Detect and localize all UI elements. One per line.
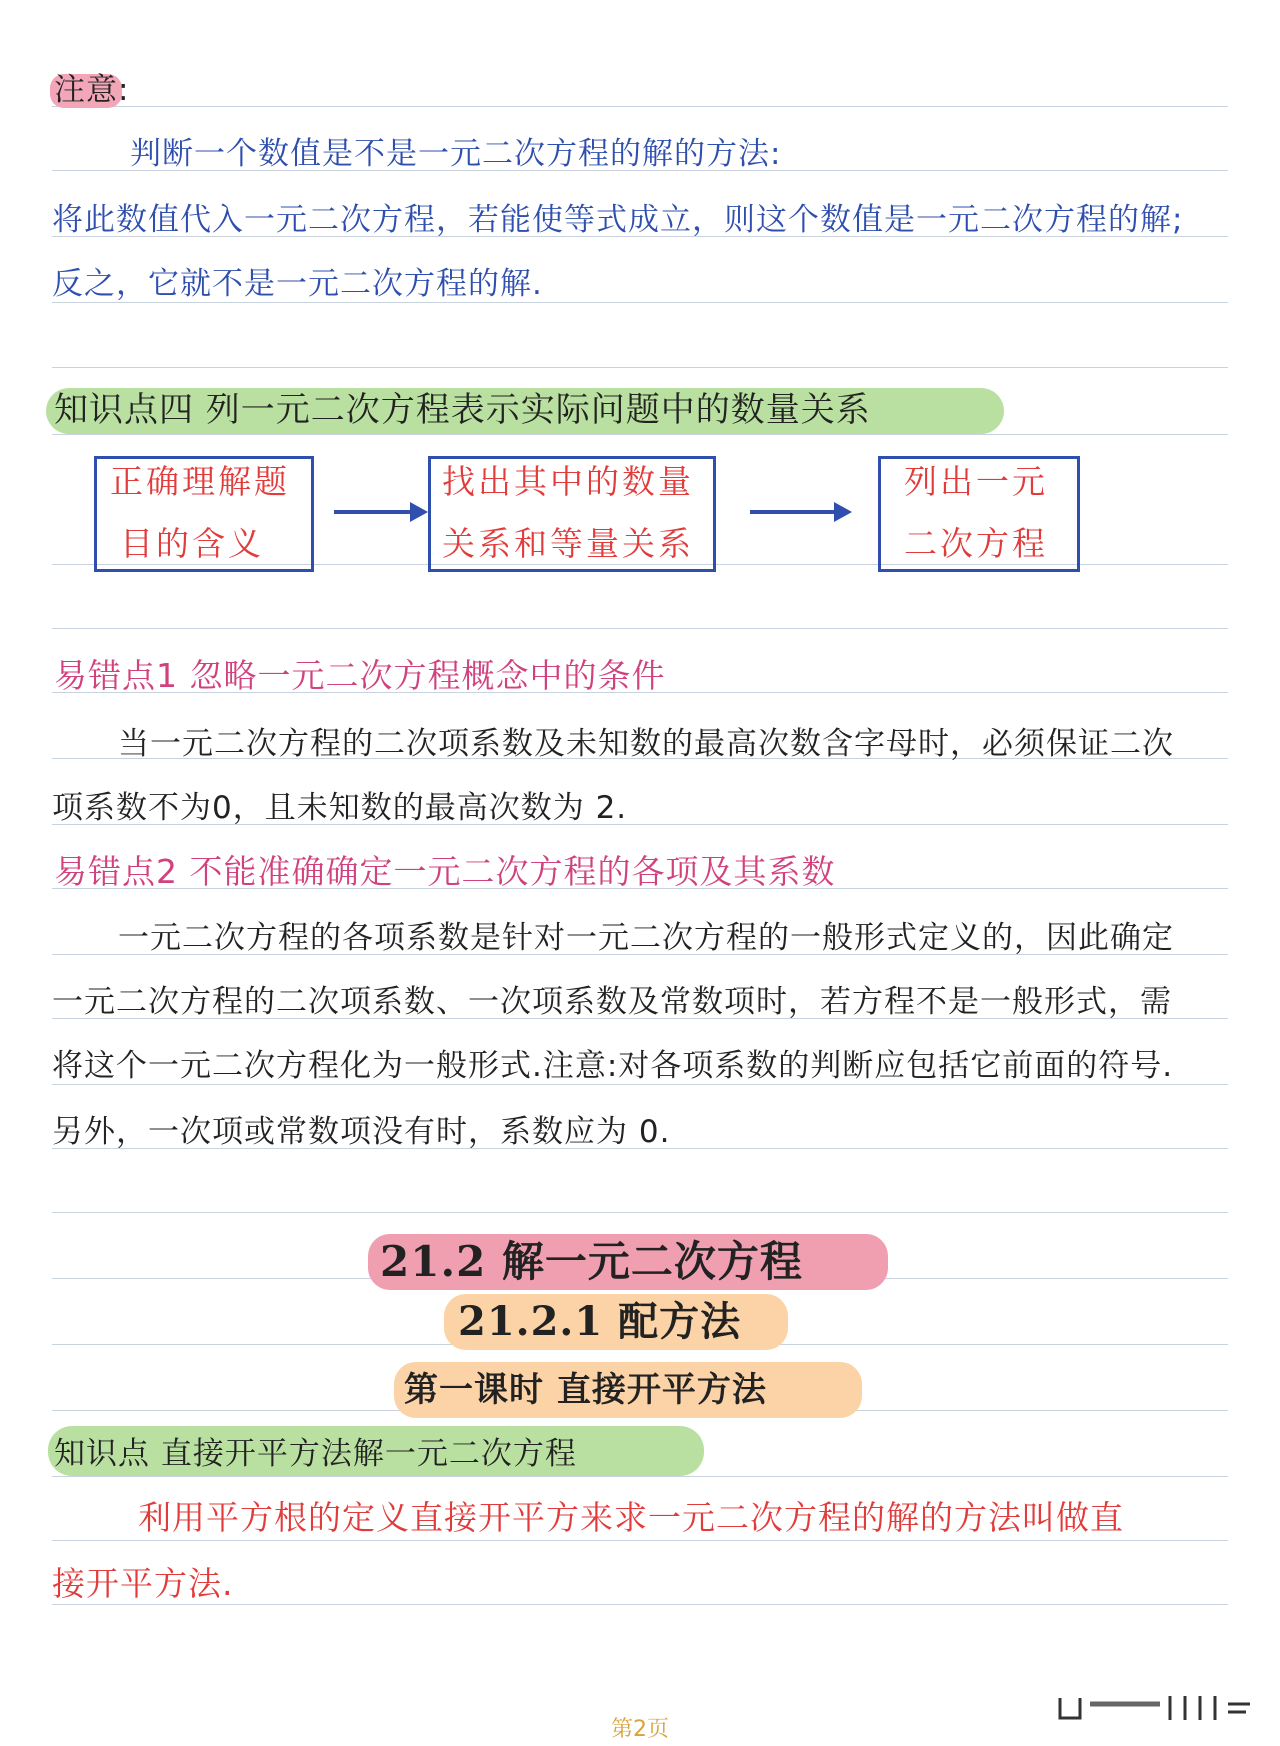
flow-step-text: 目的含义	[120, 524, 264, 563]
rule-line	[52, 1212, 1228, 1213]
err2-line: 一元二次方程的二次项系数、一次项系数及常数项时，若方程不是一般形式，需	[52, 984, 1172, 1020]
rule-line	[52, 1084, 1228, 1085]
rule-line	[52, 1476, 1228, 1477]
kp-title: 知识点 直接开平方法解一元二次方程	[54, 1436, 577, 1472]
section-subtitle: 21.2.1 配方法	[458, 1298, 742, 1345]
rule-line	[52, 367, 1228, 368]
rule-line	[52, 1604, 1228, 1605]
section-title: 21.2 解一元二次方程	[380, 1237, 803, 1286]
note-line: 判断一个数值是不是一元二次方程的解的方法:	[130, 136, 782, 172]
lesson-title: 第一课时 直接开平方法	[404, 1370, 767, 1410]
rule-line	[52, 302, 1228, 303]
rule-line	[52, 628, 1228, 629]
err2-line: 将这个一元二次方程化为一般形式.注意:对各项系数的判断应包括它前面的符号.	[52, 1048, 1174, 1084]
flow-step-text: 二次方程	[904, 524, 1048, 563]
flow-step-text: 找出其中的数量	[442, 462, 694, 501]
kp-line: 利用平方根的定义直接开平方来求一元二次方程的解的方法叫做直	[138, 1498, 1124, 1537]
page-number: 第2页	[611, 1717, 669, 1742]
flow-step-text: 关系和等量关系	[442, 524, 694, 563]
err2-line: 另外，一次项或常数项没有时，系数应为 0.	[52, 1114, 671, 1150]
note-line: 反之，它就不是一元二次方程的解.	[52, 266, 543, 302]
err1-title: 易错点1 忽略一元二次方程概念中的条件	[54, 656, 666, 695]
rule-line	[52, 1540, 1228, 1541]
err1-line: 当一元二次方程的二次项系数及未知数的最高次数含字母时，必须保证二次	[118, 726, 1174, 762]
err2-line: 一元二次方程的各项系数是针对一元二次方程的一般形式定义的，因此确定	[118, 920, 1174, 956]
rule-line	[52, 434, 1228, 435]
flow-step-text: 正确理解题	[110, 462, 290, 501]
err1-line: 项系数不为0，且未知数的最高次数为 2.	[52, 790, 628, 826]
err2-title: 易错点2 不能准确确定一元二次方程的各项及其系数	[54, 852, 836, 891]
note-label: 注意:	[54, 72, 130, 108]
flow-arrow-icon	[750, 510, 836, 514]
flow-arrow-icon	[334, 510, 412, 514]
kp4-title: 知识点四 列一元二次方程表示实际问题中的数量关系	[54, 390, 871, 430]
flow-step-text: 列出一元	[904, 462, 1048, 501]
kp-line: 接开平方法.	[52, 1564, 234, 1603]
note-line: 将此数值代入一元二次方程，若能使等式成立，则这个数值是一元二次方程的解;	[52, 202, 1184, 238]
rule-line	[52, 106, 1228, 107]
